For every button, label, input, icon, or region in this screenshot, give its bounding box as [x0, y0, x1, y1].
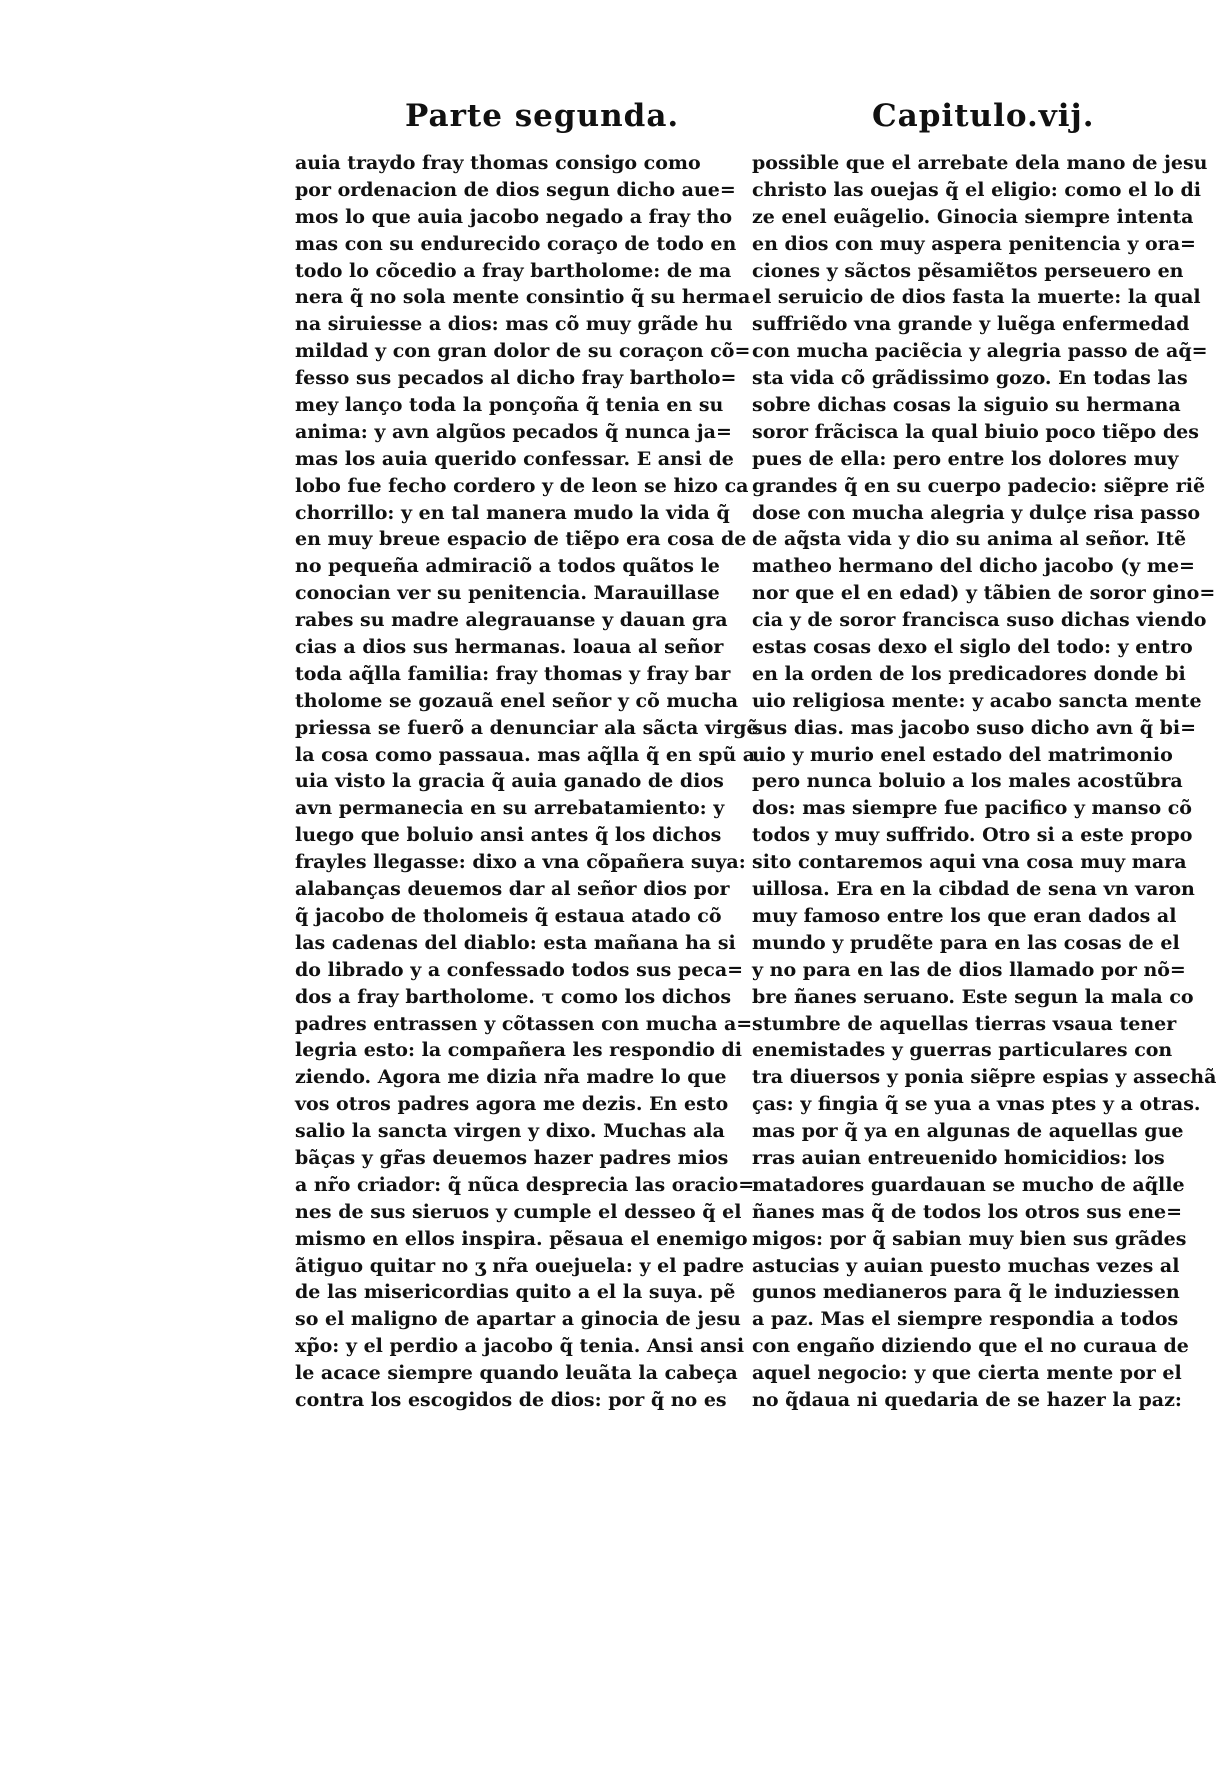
text-line: de aq̃sta vida y dio su anima al señor. Itẽ — [752, 528, 1187, 551]
text-line: nera q̃ no sola mente consintio q̃ su herma — [295, 286, 751, 309]
text-line: todos y muy suffrido. Otro si a este propo — [752, 824, 1193, 847]
text-line: a paz. Mas el siempre respondia a todos — [752, 1308, 1179, 1331]
text-line: con mucha paciẽcia y alegria passo de aq̃= — [752, 340, 1208, 363]
text-line: xp̃o: y el perdio a jacobo q̃ tenia. Ansi ansi — [295, 1335, 745, 1358]
text-line: mos lo que auia jacobo negado a fray tho — [295, 205, 733, 228]
text-line: so el maligno de apartar a ginocia de jesu — [295, 1308, 741, 1331]
text-line: a nr̃o criador: q̃ nũca despreciа las oracio= — [295, 1173, 755, 1196]
text-line: astucias y auian puesto muchas vezes al — [752, 1254, 1180, 1277]
text-line: rabes su madre alegrauanse y dauan gra — [295, 609, 728, 632]
text-line: estas cosas dexo el siglo del todo: y entro — [752, 636, 1193, 659]
text-line: nor que el en edad) y tãbien de soror gino= — [752, 582, 1216, 605]
text-line: uillosa. Era en la cibdad de sena vn varon — [752, 878, 1195, 901]
text-line: pues de ella: pero entre los dolores muy — [752, 447, 1179, 470]
text-line: frayles llegasse: dixo a vna cõpañera suya: — [295, 851, 746, 874]
text-line: la cosa como passaua. mas aq̃lla q̃ en spũ a — [295, 743, 756, 766]
text-line: con engaño diziendo que el no curaua de — [752, 1335, 1189, 1358]
text-line: contra los escogidos de dios: por q̃ no es — [295, 1388, 727, 1411]
text-line: sobre dichas cosas la siguio su hermana — [752, 394, 1181, 417]
text-line: conocian ver su penitencia. Marauillase — [295, 582, 720, 605]
text-line: uia visto la gracia q̃ auia ganado de dios — [295, 770, 724, 793]
text-column-right — [752, 150, 1217, 1414]
text-line: q̃ jacobo de tholomeis q̃ estaua atado cõ — [295, 904, 722, 927]
text-line: en la orden de los predicadores donde bi — [752, 662, 1186, 685]
text-line: mas por q̃ ya en algunas de aquellas gue — [752, 1120, 1184, 1143]
text-line: migos: por q̃ sabian muy bien sus grãdes — [752, 1227, 1187, 1250]
text-line: matheo hermano del dicho jacobo (y me= — [752, 555, 1195, 578]
text-line: luego que boluio ansi antes q̃ los dichos — [295, 824, 722, 847]
text-line: pero nunca boluio a los males acostũbra — [752, 770, 1183, 793]
text-line: alabanças deuemos dar al señor dios por — [295, 878, 730, 901]
text-line: rras auian entreuenido homicidios: los — [752, 1146, 1165, 1169]
text-line: mildad y con gran dolor de su coraçon cõ= — [295, 340, 751, 363]
text-line: tra diuersos y ponia siẽpre espias y assechã — [752, 1066, 1217, 1089]
text-line: do librado y a confessado todos sus peca= — [295, 958, 744, 981]
text-line: uio religiosa mente: y acabo sancta mente — [752, 689, 1202, 712]
running-head-part: Parte segunda. — [405, 98, 680, 134]
text-column-left — [295, 150, 759, 1414]
text-line: de las misericordias quito a el la suya. pẽ — [295, 1281, 736, 1304]
text-line: padres entrassen y cõtassen con mucha a= — [295, 1012, 753, 1035]
text-line: y no para en las de dios llamado por nõ= — [752, 958, 1186, 981]
text-line: el seruicio de dios fasta la muerte: la qual — [752, 286, 1201, 309]
text-line: lobo fue fecho cordero y de leon se hizo ca — [295, 474, 749, 497]
text-line: toda aq̃lla familia: fray thomas y fray bar — [295, 662, 731, 685]
text-line: legria esto: la compañera les respondio di — [295, 1039, 743, 1062]
text-line: sta vida cõ grãdissimo gozo. En todas las — [752, 367, 1188, 390]
text-line: le acace siempre quando leuãta la cabeça — [295, 1362, 738, 1385]
text-line: mas con su endurecido coraço de todo en — [295, 232, 737, 255]
text-line: muy famoso entre los que eran dados al — [752, 904, 1177, 927]
text-line: mundo y prudẽte para en las cosas de el — [752, 931, 1180, 954]
text-line: na siruiesse a dios: mas cõ muy grãde hu — [295, 313, 733, 336]
text-line: no q̃daua ni quedaria de se hazer la paz: — [752, 1388, 1182, 1411]
text-line: dose con mucha alegria y dulçe risa passo — [752, 501, 1201, 524]
text-line: gunos medianeros para q̃ le induziessen — [752, 1281, 1180, 1304]
text-line: no pequeña admiraciõ a todos quãtos le — [295, 555, 720, 578]
text-line: ze enel euãgelio. Ginocia siempre intenta — [752, 205, 1194, 228]
text-line: bre ñanes seruano. Este segun la mala co — [752, 985, 1194, 1008]
text-line: ziendo. Agora me dizia nr̃a madre lo que — [295, 1066, 727, 1089]
text-line: grandes q̃ en su cuerpo padecio: siẽpre riẽ — [752, 474, 1206, 497]
text-line: chorrillo: y en tal manera mudo la vida q̃ — [295, 501, 730, 524]
text-line: ciones y sãctos pẽsamiẽtos perseuero en — [752, 259, 1184, 282]
text-line: las cadenas del diablo: esta mañana ha si — [295, 931, 736, 954]
text-line: uio y murio enel estado del matrimonio — [752, 743, 1173, 766]
text-line: auia traydo fray thomas consigo como — [295, 152, 701, 174]
running-head-chapter: Capitulo.vij. — [872, 98, 1095, 134]
text-line: avn permanecia en su arrebatamiento: y — [295, 797, 725, 820]
text-line: sus dias. mas jacobo suso dicho avn q̃ bi= — [752, 716, 1197, 739]
text-line: bãças y gr̃as deuemos hazer padres mios — [295, 1146, 729, 1169]
text-line: vos otros padres agora me dezis. En esto — [295, 1093, 729, 1116]
text-line: christo las ouejas q̃ el eligio: como el lo di — [752, 178, 1201, 201]
text-line: possible que el arrebate dela mano de jesu — [752, 152, 1208, 174]
text-line: mas los auia querido confessar. E ansi de — [295, 447, 734, 470]
text-line: cia y de soror francisca suso dichas viendo — [752, 609, 1207, 632]
text-line: ãtiguo quitar no ʒ nr̃a ouejuela: y el padre — [295, 1254, 745, 1277]
text-line: stumbre de aquellas tierras vsaua tener — [752, 1012, 1177, 1035]
text-line: fesso sus pecados al dicho fray bartholo= — [295, 367, 737, 390]
text-line: nes de sus sieruos y cumple el desseo q̃ el — [295, 1200, 742, 1223]
text-line: dos a fray bartholome. τ como los dichos — [295, 985, 732, 1008]
text-line: dos: mas siempre fue pacifico y manso cõ — [752, 797, 1192, 820]
text-line: salio la sancta virgen y dixo. Muchas ala — [295, 1120, 725, 1143]
text-line: sito contaremos aqui vna cosa muy mara — [752, 851, 1187, 874]
text-line: todo lo cõcedio a fray bartholome: de ma — [295, 259, 732, 282]
text-line: priessa se fuerõ a denunciar ala sãcta virgẽ — [295, 716, 759, 739]
text-line: aquel negocio: y que cierta mente por el — [752, 1362, 1182, 1385]
text-line: anima: y avn algũos pecados q̃ nunca ja= — [295, 420, 732, 443]
text-line: soror frãcisca la qual biuio poco tiẽpo des — [752, 420, 1199, 443]
text-line: ças: y fingia q̃ se yua a vnas ptes y a otras. — [752, 1093, 1201, 1116]
text-line: ñanes mas q̃ de todos los otros sus ene= — [752, 1200, 1183, 1223]
text-line: mey lanço toda la ponçoña q̃ tenia en su — [295, 394, 724, 417]
text-line: mismo en ellos inspira. pẽsaua el enemigo — [295, 1227, 748, 1250]
text-line: cias a dios sus hermanas. loaua al señor — [295, 636, 724, 659]
text-line: en dios con muy aspera penitencia y ora= — [752, 232, 1196, 255]
text-line: en muy breue espacio de tiẽpo era cosa de — [295, 528, 747, 551]
text-line: tholome se gozauã enel señor y cõ mucha — [295, 689, 739, 712]
text-line: enemistades y guerras particulares con — [752, 1039, 1173, 1062]
text-line: matadores guardauan se mucho de aq̃lle — [752, 1173, 1185, 1196]
text-line: suffriẽdo vna grande y luẽga enfermedad — [752, 313, 1190, 336]
text-line: por ordenacion de dios segun dicho aue= — [295, 178, 736, 201]
